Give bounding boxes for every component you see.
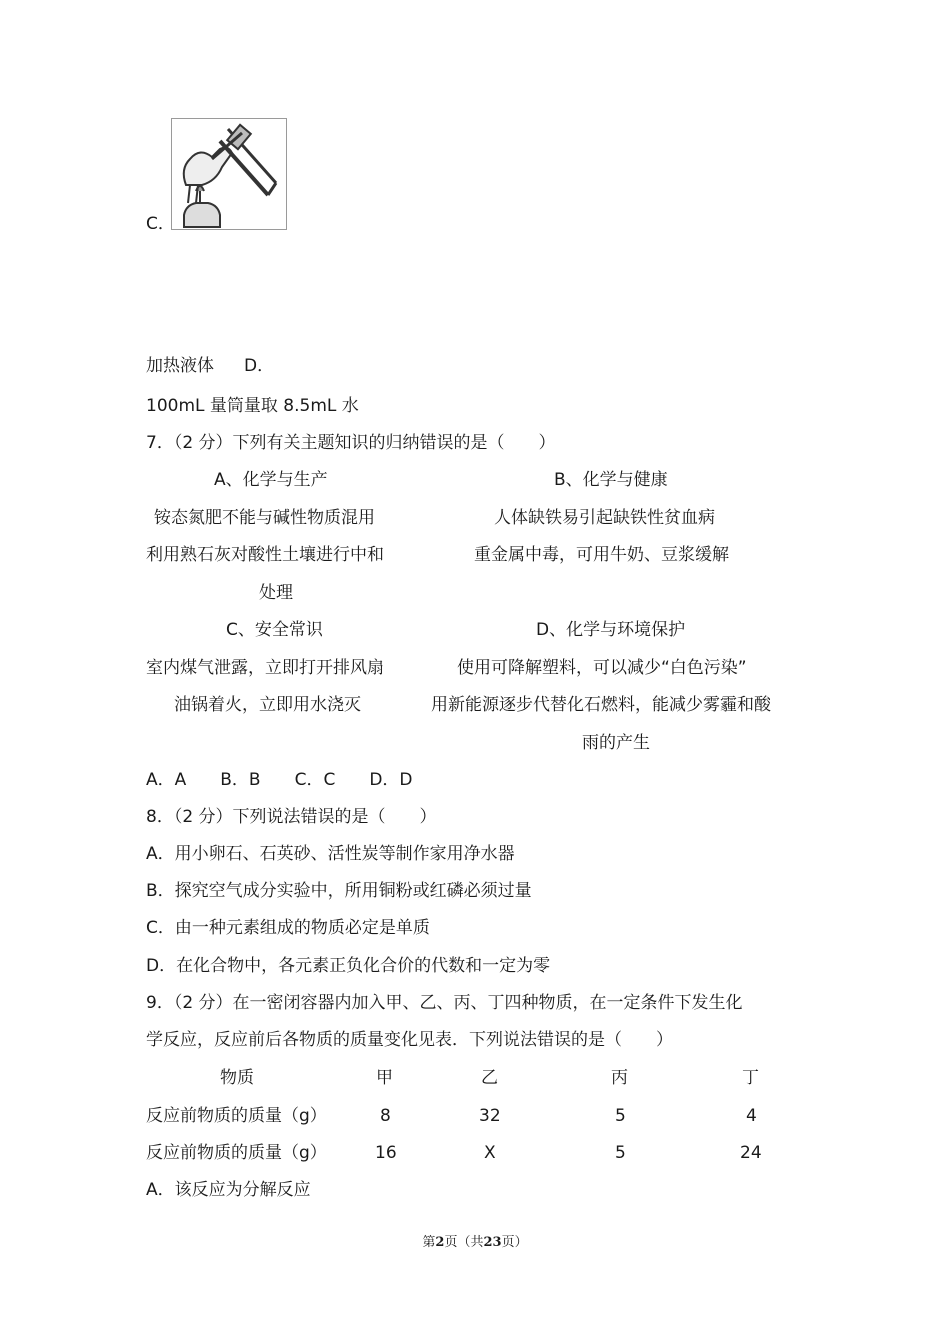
table-row1-bing: 5 <box>615 1106 626 1126</box>
option-d-label: D． <box>244 356 275 376</box>
q7-choices: A．A B．B C．C D．D <box>146 770 413 790</box>
option-c-label: C． <box>146 214 175 234</box>
q7-d-line3: 雨的产生 <box>582 733 650 753</box>
table-row1-label: 反应前物质的质量（g） <box>146 1106 327 1126</box>
footer-mid: 页（共 <box>444 1235 484 1250</box>
table-header-substance: 物质 <box>220 1068 254 1088</box>
q7-a-title: A、化学与生产 <box>214 470 328 490</box>
q7-d-line2: 用新能源逐步代替化石燃料，能减少雾霾和酸 <box>431 695 771 715</box>
table-header-bing: 丙 <box>611 1068 628 1088</box>
q7-b-line2: 重金属中毒，可用牛奶、豆浆缓解 <box>474 545 729 565</box>
footer-prefix: 第 <box>422 1235 436 1250</box>
page-footer <box>0 1231 950 1250</box>
footer-page-number: 2 <box>435 1235 445 1250</box>
q8-option-c: C．由一种元素组成的物质必定是单质 <box>146 918 430 938</box>
q8-option-d: D．在化合物中，各元素正负化合价的代数和一定为零 <box>146 956 551 976</box>
q7-stem: 7．（2 分）下列有关主题知识的归纳错误的是（ ） <box>146 433 556 453</box>
table-row2-yi: X <box>484 1143 496 1163</box>
footer-suffix: 页） <box>501 1235 528 1250</box>
table-header-yi: 乙 <box>481 1068 498 1088</box>
table-row1-yi: 32 <box>479 1106 501 1126</box>
q9-stem-line1: 9．（2 分）在一密闭容器内加入甲、乙、丙、丁四种物质，在一定条件下发生化 <box>146 993 743 1013</box>
table-row2-label: 反应前物质的质量（g） <box>146 1143 327 1163</box>
table-row2-jia: 16 <box>375 1143 397 1163</box>
q7-b-title: B、化学与健康 <box>554 470 668 490</box>
q7-c-title: C、安全常识 <box>226 620 323 640</box>
q7-a-line2: 利用熟石灰对酸性土壤进行中和 <box>146 545 384 565</box>
q9-stem-line2: 学反应，反应前后各物质的质量变化见表．下列说法错误的是（ ） <box>146 1030 673 1050</box>
heating-liquid-apparatus-image <box>171 118 287 230</box>
option-c-caption: 加热液体 <box>146 356 214 376</box>
q7-d-line1: 使用可降解塑料，可以减少“白色污染” <box>457 658 747 678</box>
table-header-jia: 甲 <box>376 1068 393 1088</box>
footer-total-pages: 23 <box>483 1235 502 1250</box>
table-row2-bing: 5 <box>615 1143 626 1163</box>
test-tube-clamp-icon <box>172 119 286 229</box>
option-d-text: 100mL 量筒量取 8.5mL 水 <box>146 396 359 416</box>
table-row1-jia: 8 <box>380 1106 391 1126</box>
q9-option-a: A．该反应为分解反应 <box>146 1180 311 1200</box>
q8-option-b: B．探究空气成分实验中，所用铜粉或红磷必须过量 <box>146 881 532 901</box>
q7-c-line2: 油锅着火，立即用水浇灭 <box>174 695 361 715</box>
q7-d-title: D、化学与环境保护 <box>536 620 686 640</box>
q7-a-line3: 处理 <box>259 583 293 603</box>
table-row1-ding: 4 <box>746 1106 757 1126</box>
table-header-ding: 丁 <box>742 1068 759 1088</box>
q7-a-line1: 铵态氮肥不能与碱性物质混用 <box>154 508 375 528</box>
table-row2-ding: 24 <box>740 1143 762 1163</box>
q8-option-a: A．用小卵石、石英砂、活性炭等制作家用净水器 <box>146 844 515 864</box>
q7-b-line1: 人体缺铁易引起缺铁性贫血病 <box>494 508 715 528</box>
q7-c-line1: 室内煤气泄露，立即打开排风扇 <box>146 658 384 678</box>
q8-stem: 8．（2 分）下列说法错误的是（ ） <box>146 807 437 827</box>
